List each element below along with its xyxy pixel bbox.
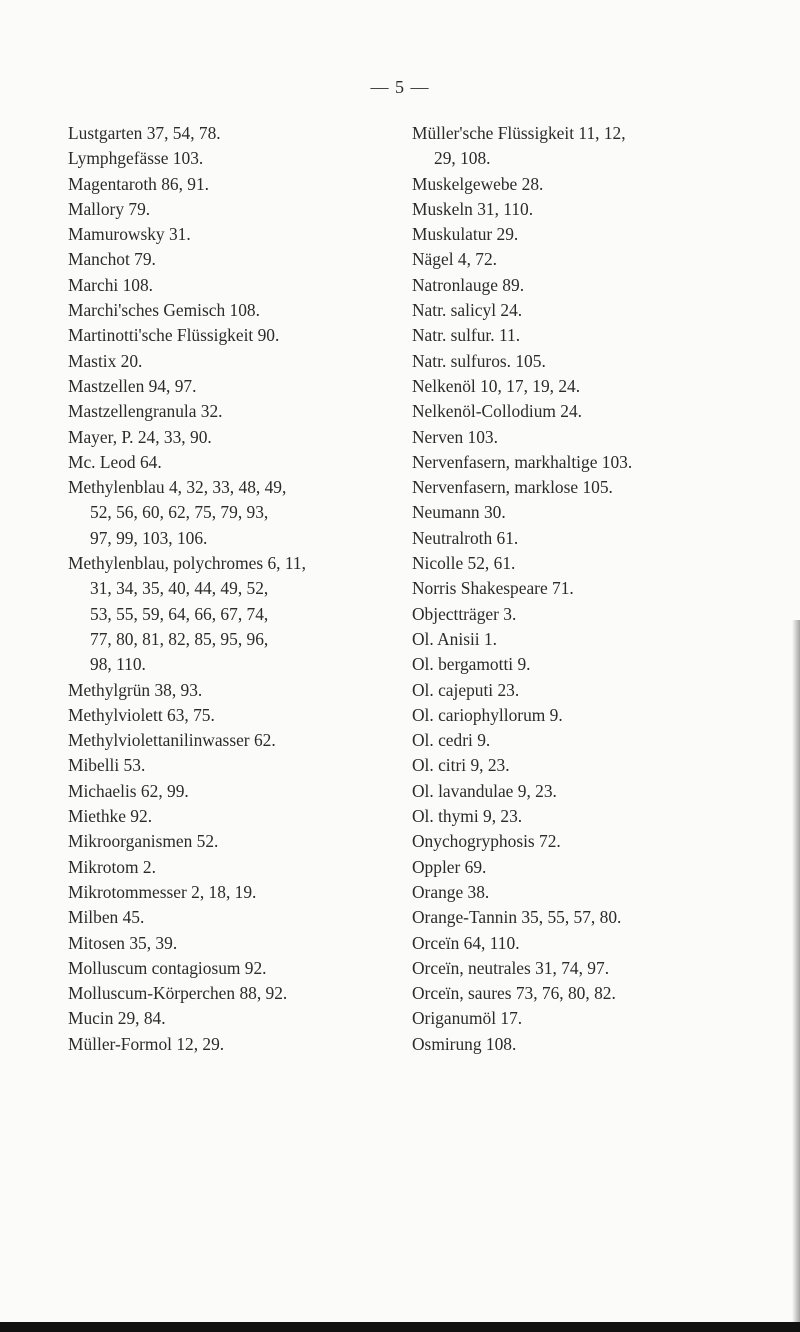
index-entry-text: Miethke 92.	[68, 806, 153, 827]
index-entry-text: Manchot 79.	[68, 249, 156, 270]
index-entry	[412, 576, 742, 601]
index-entry-text: Ol. cedri 9.	[412, 730, 491, 751]
index-entry-text: Mastix 20.	[68, 350, 143, 371]
index-entry-text: Natr. sulfur. 11.	[412, 325, 521, 346]
index-entry-text: Muskulatur 29.	[412, 224, 519, 245]
index-entry	[412, 197, 742, 222]
index-entry	[412, 652, 742, 677]
index-entry-text: Neumann 30.	[412, 502, 506, 523]
index-entry-text: Norris Shakespeare 71.	[412, 578, 574, 599]
index-entry-text: Ol. Anisii 1.	[412, 628, 498, 649]
index-entry-text: Müller-Formol 12, 29.	[68, 1033, 225, 1054]
index-entry-text: Natr. salicyl 24.	[412, 300, 523, 321]
index-entry-text: Methylenblau 4, 32, 33, 48, 49,	[68, 477, 287, 498]
index-entry	[68, 981, 368, 1006]
index-entry	[412, 450, 742, 475]
index-entry	[412, 728, 742, 753]
index-entry	[412, 374, 742, 399]
index-entry	[68, 703, 368, 728]
index-entry-text: Milben 45.	[68, 907, 145, 928]
index-entry	[68, 349, 368, 374]
index-entry-text: Martinotti'sche Flüssigkeit 90.	[68, 325, 280, 346]
index-entry-text: Orceïn 64, 110.	[412, 932, 520, 953]
index-column-right	[412, 121, 742, 1057]
index-entry-text: Nervenfasern, markhaltige 103.	[412, 451, 633, 472]
index-entry	[68, 146, 368, 171]
index-entry-text: Nicolle 52, 61.	[412, 553, 516, 574]
index-entry	[412, 298, 742, 323]
index-entry	[412, 1006, 742, 1031]
index-entry-continuation: 53, 55, 59, 64, 66, 67, 74,	[90, 603, 269, 624]
index-entry-text: Mikrotommesser 2, 18, 19.	[68, 881, 257, 902]
index-entry	[68, 829, 368, 854]
index-entry-text: Ol. cajeputi 23.	[412, 679, 520, 700]
index-entry	[68, 450, 368, 475]
index-entry	[412, 475, 742, 500]
index-entry-continuation: 97, 99, 103, 106.	[90, 527, 208, 548]
index-entry	[412, 931, 742, 956]
index-entry	[412, 779, 742, 804]
index-entry	[68, 804, 368, 829]
index-entry	[68, 931, 368, 956]
index-entry	[68, 1032, 368, 1057]
index-entry-text: Mamurowsky 31.	[68, 224, 191, 245]
index-entry	[68, 551, 368, 677]
index-entry-text: Mibelli 53.	[68, 755, 146, 776]
index-entry-text: Nägel 4, 72.	[412, 249, 498, 270]
index-entry-text: Mitosen 35, 39.	[68, 932, 178, 953]
index-entry	[68, 399, 368, 424]
index-entry-text: Molluscum contagiosum 92.	[68, 957, 267, 978]
index-entry-text: Molluscum-Körperchen 88, 92.	[68, 983, 288, 1004]
index-entry	[412, 121, 742, 172]
index-entry	[68, 425, 368, 450]
index-entry	[412, 323, 742, 348]
index-entry-text: Ol. citri 9, 23.	[412, 755, 510, 776]
index-entry-text: Mastzellen 94, 97.	[68, 375, 197, 396]
index-entry-text: Mastzellengranula 32.	[68, 401, 223, 422]
index-entry	[68, 172, 368, 197]
index-entry	[412, 627, 742, 652]
index-entry	[68, 753, 368, 778]
index-entry	[68, 273, 368, 298]
index-entry-text: Methylgrün 38, 93.	[68, 679, 203, 700]
index-entry	[412, 551, 742, 576]
index-entry	[412, 1032, 742, 1057]
index-entry-text: Muskelgewebe 28.	[412, 173, 544, 194]
index-entry	[68, 121, 368, 146]
index-entry	[412, 703, 742, 728]
index-entry-text: Nelkenöl-Collodium 24.	[412, 401, 583, 422]
index-entry-text: Nerven 103.	[412, 426, 498, 447]
index-entry-text: Objectträger 3.	[412, 603, 517, 624]
index-entry-continuation: 31, 34, 35, 40, 44, 49, 52,	[90, 578, 269, 599]
index-entry-text: Marchi 108.	[68, 274, 154, 295]
index-entry-text: Nelkenöl 10, 17, 19, 24.	[412, 375, 581, 396]
index-entry	[68, 247, 368, 272]
index-entry	[68, 222, 368, 247]
index-entry-continuation: 52, 56, 60, 62, 75, 79, 93,	[90, 502, 269, 523]
bottom-scan-edge	[0, 1322, 800, 1332]
index-entry	[412, 500, 742, 525]
index-entry	[412, 222, 742, 247]
index-entry-text: Onychogryphosis 72.	[412, 831, 561, 852]
index-entry	[68, 197, 368, 222]
index-entry-text: Mikroorganismen 52.	[68, 831, 219, 852]
index-entry-text: Origanumöl 17.	[412, 1008, 523, 1029]
index-entry-text: Natr. sulfuros. 105.	[412, 350, 546, 371]
index-entry-text: Mayer, P. 24, 33, 90.	[68, 426, 212, 447]
index-entry	[68, 1006, 368, 1031]
index-entry-text: Orange-Tannin 35, 55, 57, 80.	[412, 907, 622, 928]
index-entry-text: Methylviolett 63, 75.	[68, 704, 215, 725]
index-entry-text: Ol. cariophyllorum 9.	[412, 704, 563, 725]
index-entry	[412, 981, 742, 1006]
index-entry-text: Ol. lavandulae 9, 23.	[412, 780, 557, 801]
index-entry-text: Orange 38.	[412, 881, 490, 902]
index-entry-text: Mikrotom 2.	[68, 856, 156, 877]
index-entry-text: Methylviolettanilinwasser 62.	[68, 730, 276, 751]
index-entry	[412, 880, 742, 905]
index-entry	[412, 829, 742, 854]
index-entry	[68, 298, 368, 323]
index-entry	[68, 678, 368, 703]
index-entry-text: Mc. Leod 64.	[68, 451, 162, 472]
index-entry	[412, 349, 742, 374]
index-entry-text: Lustgarten 37, 54, 78.	[68, 123, 221, 143]
index-entry	[68, 880, 368, 905]
index-entry	[68, 779, 368, 804]
index-entry-text: Michaelis 62, 99.	[68, 780, 189, 801]
page-number: — 5 —	[370, 77, 430, 97]
index-entry	[68, 323, 368, 348]
index-entry	[412, 247, 742, 272]
index-entry-continuation: 98, 110.	[90, 654, 146, 675]
index-entry	[412, 172, 742, 197]
index-entry-text: Mallory 79.	[68, 198, 151, 219]
index-entry-text: Ol. thymi 9, 23.	[412, 806, 523, 827]
index-entry	[412, 753, 742, 778]
index-entry	[412, 956, 742, 981]
index-entry-text: Ol. bergamotti 9.	[412, 654, 531, 675]
index-entry	[68, 374, 368, 399]
index-entry-text: Methylenblau, polychromes 6, 11,	[68, 553, 306, 574]
index-entry	[68, 855, 368, 880]
index-entry-text: Lymphgefässe 103.	[68, 148, 204, 169]
index-entry-text: Osmirung 108.	[412, 1033, 517, 1054]
index-entry	[412, 399, 742, 424]
index-entry	[68, 728, 368, 753]
page-edge-shadow	[792, 620, 800, 1332]
index-entry	[412, 425, 742, 450]
index-entry-text: Oppler 69.	[412, 856, 487, 877]
index-entry	[412, 678, 742, 703]
index-entry-text: Muskeln 31, 110.	[412, 198, 534, 219]
index-entry-text: Müller'sche Flüssigkeit 11, 12,	[412, 123, 626, 143]
index-entry	[412, 273, 742, 298]
index-column-left	[68, 121, 368, 1057]
index-entry-text: Natronlauge 89.	[412, 274, 525, 295]
index-entry	[68, 475, 368, 551]
index-entry	[68, 956, 368, 981]
index-entry	[412, 526, 742, 551]
index-entry-text: Marchi'sches Gemisch 108.	[68, 300, 260, 321]
index-entry	[412, 602, 742, 627]
index-entry-text: Orceïn, neutrales 31, 74, 97.	[412, 957, 610, 978]
index-entry-continuation: 29, 108.	[434, 148, 491, 169]
index-entry	[68, 905, 368, 930]
index-entry-text: Magentaroth 86, 91.	[68, 173, 210, 194]
index-entry-text: Nervenfasern, marklose 105.	[412, 477, 613, 498]
index-entry-text: Orceïn, saures 73, 76, 80, 82.	[412, 983, 616, 1004]
index-entry	[412, 855, 742, 880]
index-entry-text: Neutralroth 61.	[412, 527, 519, 548]
index-entry	[412, 905, 742, 930]
index-entry-text: Mucin 29, 84.	[68, 1008, 166, 1029]
index-entry-continuation: 77, 80, 81, 82, 85, 95, 96,	[90, 628, 269, 649]
index-entry	[412, 804, 742, 829]
